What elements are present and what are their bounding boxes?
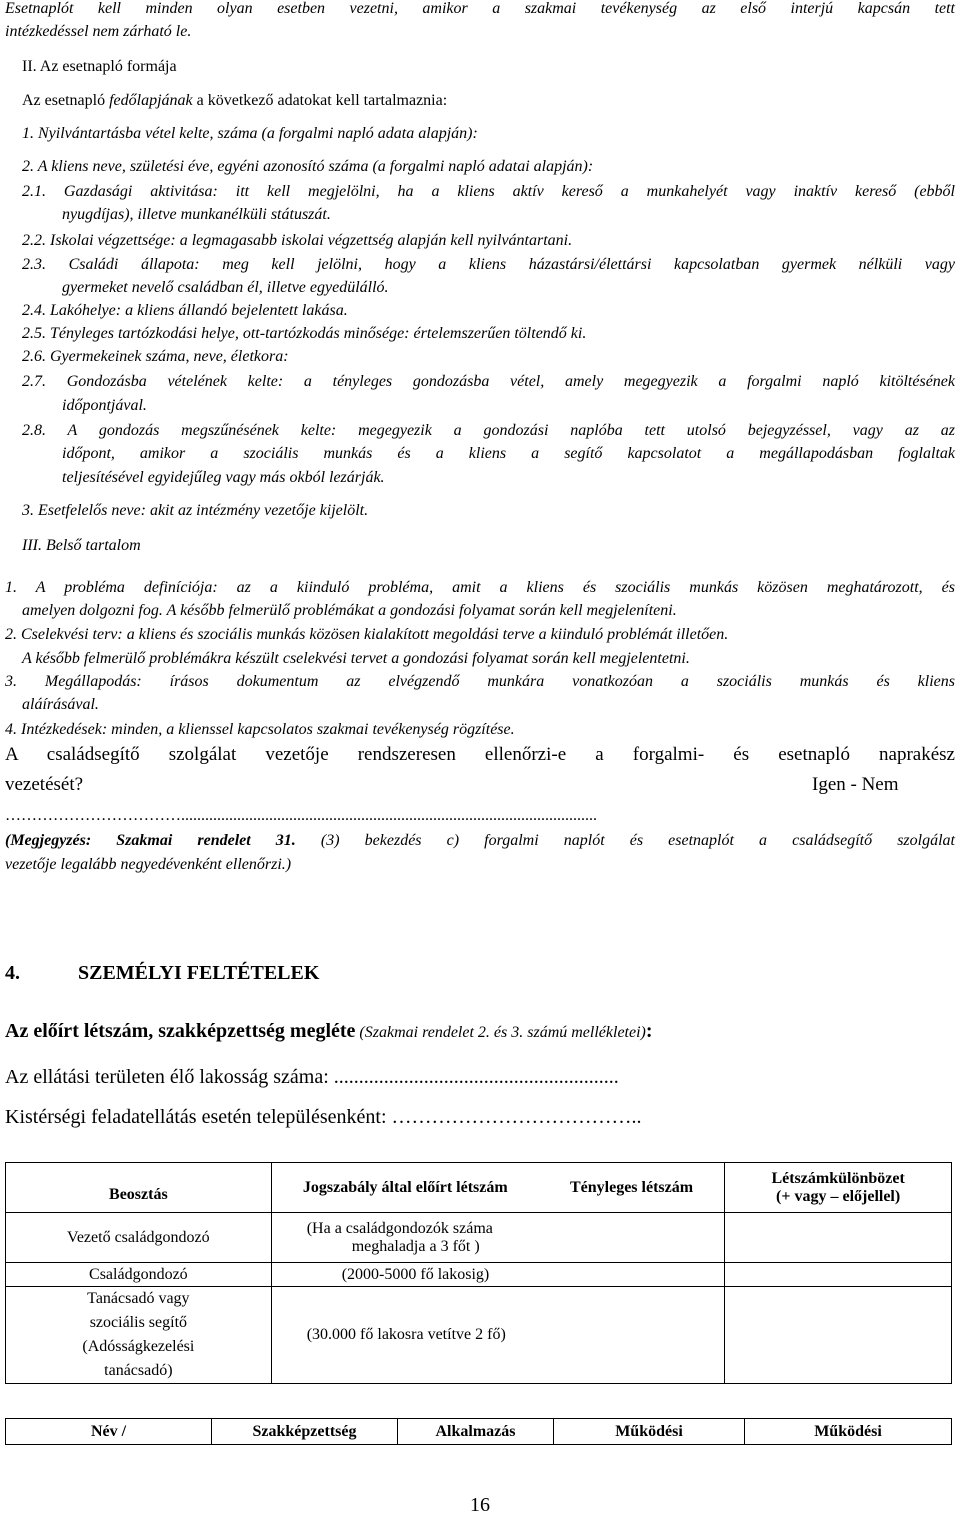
- required-caseworker: (2000-5000 fő lakosig): [271, 1263, 725, 1287]
- table-row: [6, 1263, 952, 1287]
- item-2-3-line-1: 2.3. Családi állapota: meg kell jelölni, hogy a kliens házastársi/élettársi kapcsolatban gyermek nélküli vagy: [22, 256, 955, 273]
- question-answer: Igen - Nem: [812, 774, 899, 795]
- intro-line-2: intézkedéssel nem zárható le.: [5, 23, 192, 40]
- item-2-2: 2.2. Iskolai végzettsége: a legmagasabb iskolai végzettség alapján kell nyilvántartani.: [22, 232, 573, 249]
- difference-cell: [725, 1263, 952, 1287]
- action-plan-line-1: 2. Cselekvési terv: a kliens és szociális munkás közösen kialakított megoldási terve a kiinduló problémát illetően.: [5, 626, 729, 643]
- header-operating-1: Működési: [554, 1419, 745, 1445]
- item-2-8-line-1: 2.8. A gondozás megszűnésének kelte: megegyezik a gondozási naplóba tett utolsó bejegyzéssel, vagy az az: [22, 422, 955, 439]
- header-required: Jogszabály által előírt létszám: [302, 1178, 508, 1196]
- item-2: 2. A kliens neve, születési éve, egyéni azonosító száma (a forgalmi napló adatai alapján):: [22, 158, 594, 175]
- table-header-row: [6, 1163, 952, 1213]
- answer-dotted-line: ……………………………........................................................................................................: [5, 807, 597, 824]
- header-employment: Alkalmazás: [398, 1419, 554, 1445]
- section-4-title: SZEMÉLYI FELTÉTELEK: [78, 962, 320, 984]
- note-line-1: (Megjegyzés: Szakmai rendelet 31. (3) bekezdés c) forgalmi naplót és esetnaplót a családsegítő szolgálat: [5, 832, 955, 849]
- difference-cell: [725, 1213, 952, 1263]
- item-2-1-line-1: 2.1. Gazdasági aktivitása: itt kell megjelölni, ha a kliens aktív kereső a munkahelyét vagy inaktív kereső (ebből: [22, 183, 955, 200]
- table-row: [6, 1287, 952, 1384]
- role-advisor: Tanácsadó vagy szociális segítő (Adósságkezelési tanácsadó): [6, 1287, 272, 1384]
- item-1: 1. Nyilvántartásba vétel kelte, száma (a forgalmi napló adata alapján):: [22, 125, 478, 142]
- problem-definition-line-1: 1. A probléma definíciója: az a kiinduló probléma, amit a kliens és szociális munkás közösen meghatározott, és: [5, 579, 955, 596]
- item-2-3-line-2: gyermeket nevelő családban él, illetve egyedülálló.: [62, 279, 389, 296]
- action-plan-line-2: A később felmerülő problémákra készült cselekvési tervet a gondozási folyamat során kell megjelentetni.: [22, 650, 690, 667]
- item-2-7-line-2: időpontjával.: [62, 397, 147, 414]
- agreement-line-1: 3. Megállapodás: írásos dokumentum az elvégzendő munkára vonatkozóan a szociális munkás és kliens: [5, 673, 955, 690]
- measures: 4. Intézkedések: minden, a klienssel kapcsolatos szakmai tevékenység rögzítése.: [5, 721, 515, 738]
- header-operating-2: Működési: [745, 1419, 952, 1445]
- header-actual: Tényleges létszám: [569, 1178, 694, 1196]
- page-number: 16: [470, 1494, 490, 1516]
- item-2-6: 2.6. Gyermekeinek száma, neve, életkora:: [22, 348, 289, 365]
- problem-definition-line-2: amelyen dolgozni fog. A később felmerülő problémákat a gondozási folyamat során kell megjeleníteni.: [22, 602, 677, 619]
- cover-sheet-intro: Az esetnapló fedőlapjának a következő adatokat kell tartalmaznia:: [22, 92, 448, 109]
- agreement-line-2: aláírásával.: [22, 696, 99, 713]
- section-3-heading: III. Belső tartalom: [22, 537, 141, 554]
- item-2-8-line-2: időpont, amikor a szociális munkás és a kliens a segítő kapcsolatot a megállapodásban foglaltak: [62, 445, 955, 462]
- staff-list-table: [5, 1418, 952, 1445]
- header-name: Név /: [6, 1419, 212, 1445]
- section-2-heading: II. Az esetnapló formája: [22, 58, 177, 75]
- section-4-number: 4.: [5, 962, 20, 984]
- staffing-table: [5, 1162, 952, 1384]
- item-2-1-line-2: nyugdíjas), illetve munkanélküli státuszát.: [62, 206, 331, 223]
- header-qualification: Szakképzettség: [212, 1419, 398, 1445]
- note-line-2: vezetője legalább negyedévenként ellenőrzi.): [5, 856, 292, 873]
- subregional-settlements: Kistérségi feladatellátás esetén településenként: ………………………………..: [5, 1106, 642, 1128]
- item-3: 3. Esetfelelős neve: akit az intézmény vezetője kijelölt.: [22, 502, 369, 519]
- header-difference: Létszámkülönbözet (+ vagy – előjellel): [725, 1163, 952, 1213]
- item-2-5: 2.5. Tényleges tartózkodási helye, ott-tartózkodás minősége: értelemszerűen töltendő ki.: [22, 325, 587, 342]
- staff-requirement-heading: Az előírt létszám, szakképzettség megléte (Szakmai rendelet 2. és 3. számú mellékletei):: [5, 1020, 653, 1042]
- population-count: Az ellátási területen élő lakosság száma: .........................................................: [5, 1066, 619, 1088]
- role-caseworker: Családgondozó: [6, 1263, 272, 1287]
- required-lead-caseworker: (Ha a családgondozók száma meghaladja a 3 főt ): [271, 1213, 725, 1263]
- item-2-4: 2.4. Lakóhelye: a kliens állandó bejelentett lakása.: [22, 302, 348, 319]
- required-advisor: (30.000 fő lakosra vetítve 2 fő): [271, 1287, 725, 1384]
- role-lead-caseworker: Vezető családgondozó: [6, 1213, 272, 1263]
- header-position: Beosztás: [6, 1163, 272, 1213]
- item-2-8-line-3: teljesítésével egyidejűleg vagy más okból lezárják.: [62, 469, 385, 486]
- question-line-2: vezetését?: [5, 774, 84, 795]
- header-required-and-actual: [271, 1163, 725, 1213]
- table-header-row: [6, 1419, 952, 1445]
- item-2-7-line-1: 2.7. Gondozásba vételének kelte: a tényleges gondozásba vétel, amely megegyezik a forgalmi napló kitöltésének: [22, 373, 955, 390]
- question-line-1: A családsegítő szolgálat vezetője rendszeresen ellenőrzi-e a forgalmi- és esetnapló naprakész: [5, 744, 955, 765]
- table-row: [6, 1213, 952, 1263]
- intro-line-1: Esetnaplót kell minden olyan esetben vezetni, amikor a szakmai tevékenység az első interjú kapcsán tett: [5, 0, 955, 17]
- difference-cell: [725, 1287, 952, 1384]
